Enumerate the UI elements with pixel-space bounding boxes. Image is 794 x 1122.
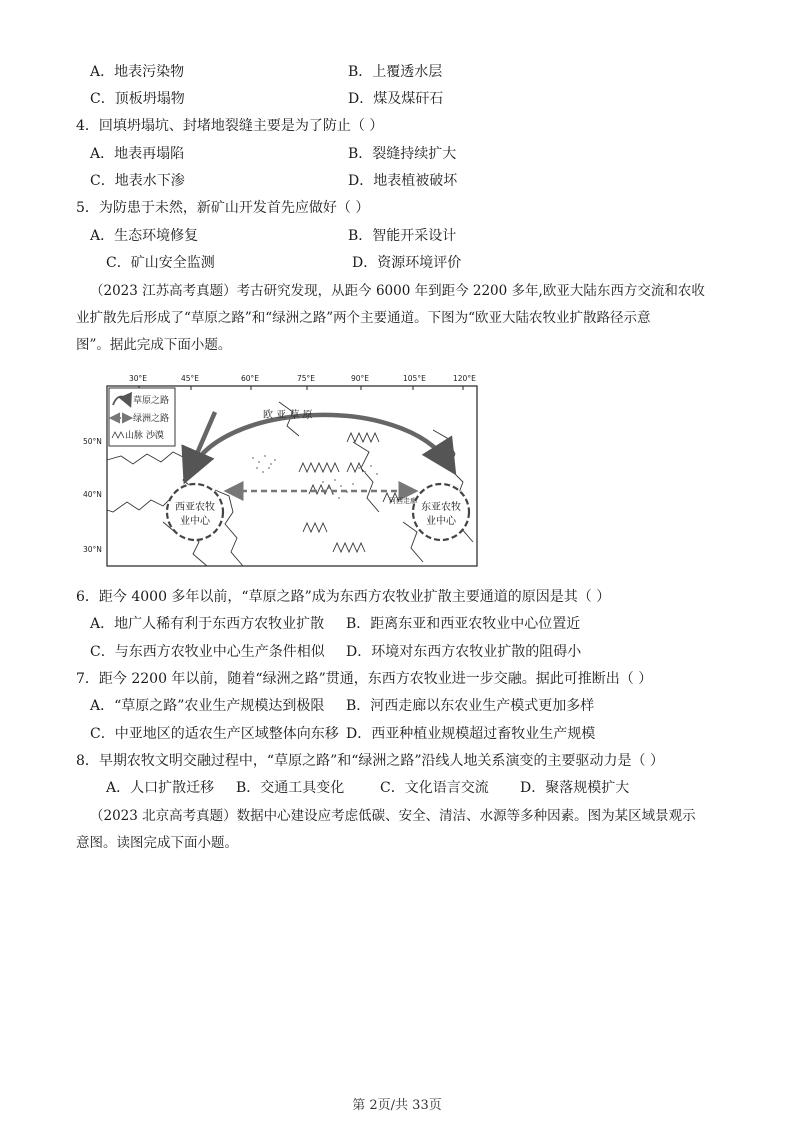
- lat-label: 30°N: [83, 545, 102, 554]
- lon-label: 45°E: [181, 374, 200, 383]
- lat-label: 50°N: [83, 437, 102, 446]
- q7-option-c: C．中亚地区的适农生产区域整体向东移: [90, 726, 339, 742]
- lat-label: 40°N: [83, 490, 102, 499]
- passage1-line3: 图”。据此完成下面小题。: [76, 337, 232, 353]
- q5-option-c: C．矿山安全监测: [106, 255, 215, 271]
- q5-option-a: A．生态环境修复: [90, 228, 199, 244]
- legend-steppe-road: 草原之路: [133, 396, 170, 406]
- east-center-label-2: 业中心: [426, 516, 456, 527]
- passage1-line2: 业扩散先后形成了“草原之路”和“绿洲之路”两个主要通道。下图为“欧亚大陆农牧业扩散路径示意: [76, 310, 651, 326]
- west-center-label-1: 西亚农牧: [175, 502, 215, 513]
- hexi-corridor-label: 河西走廊: [389, 497, 417, 505]
- q4-option-d: D．地表植被破坏: [348, 173, 458, 189]
- eurasia-diffusion-map: [83, 372, 483, 568]
- q8-option-a: A．人口扩散迁移: [106, 780, 215, 796]
- q7-option-b: B．河西走廊以东农业生产模式更加多样: [346, 698, 595, 714]
- passage2-line1: （2023 北京高考真题）数据中心建设应考虑低碳、安全、清洁、水源等多种因素。图为某区域景观示: [90, 808, 696, 824]
- q7-stem: 7．距今 2200 年以前，随着“绿洲之路”贯通，东西方农牧业进一步交融。据此可推断出（ ）: [76, 671, 653, 687]
- q3-option-b: B．上覆透水层: [348, 64, 443, 80]
- legend-mountain-desert: 山脉 沙漠: [125, 431, 164, 441]
- lon-label: 75°E: [297, 374, 316, 383]
- q5-option-d: D．资源环境评价: [352, 255, 462, 271]
- q6-option-c: C．与东西方农牧业中心生产条件相似: [90, 644, 325, 660]
- passage1-line1: （2023 江苏高考真题）考古研究发现，从距今 6000 年到距今 2200 多年,欧亚大陆东西方交流和农收: [90, 283, 705, 299]
- q5-stem: 5．为防患于未然，新矿山开发首先应做好（ ）: [76, 200, 370, 216]
- passage2-line2: 意图。读图完成下面小题。: [76, 835, 238, 851]
- q6-stem: 6．距今 4000 多年以前，“草原之路”成为东西方农牧业扩散主要通道的原因是其（ ）: [76, 589, 611, 605]
- lon-label: 60°E: [241, 374, 260, 383]
- q6-option-d: D．环境对东西方农牧业扩散的阻碍小: [346, 644, 582, 660]
- q8-option-c: C．文化语言交流: [380, 780, 489, 796]
- q7-option-d: D．西亚种植业规模超过畜牧业生产规模: [346, 726, 596, 742]
- q6-option-a: A．地广人稀有利于东西方农牧业扩散: [90, 616, 325, 632]
- lon-label: 90°E: [351, 374, 370, 383]
- legend-oasis-road: 绿洲之路: [133, 414, 170, 424]
- lon-label: 30°E: [129, 374, 148, 383]
- lon-label: 120°E: [453, 374, 476, 383]
- page-number: 第 2页/共 33页: [352, 1098, 442, 1113]
- q4-stem: 4．回填坍塌坑、封堵地裂缝主要是为了防止（ ）: [76, 118, 384, 134]
- q4-option-c: C．地表水下渗: [90, 173, 185, 189]
- q3-option-c: C．顶板坍塌物: [90, 91, 185, 107]
- q4-option-a: A．地表再塌陷: [90, 146, 185, 162]
- east-center-label-1: 东亚农牧: [421, 502, 461, 513]
- q3-option-a: A．地表污染物: [90, 64, 185, 80]
- q5-option-b: B．智能开采设计: [348, 228, 457, 244]
- q3-option-d: D．煤及煤矸石: [348, 91, 444, 107]
- steppe-label: 欧 亚 草 原: [263, 410, 313, 421]
- q6-option-b: B．距离东亚和西亚农牧业中心位置近: [346, 616, 581, 632]
- west-center-label-2: 业中心: [180, 516, 210, 527]
- q8-stem: 8．早期农牧文明交融过程中，“草原之路”和“绿洲之路”沿线人地关系演变的主要驱动力是（ ）: [76, 753, 664, 769]
- q8-option-b: B．交通工具变化: [236, 780, 345, 796]
- lon-label: 105°E: [403, 374, 426, 383]
- q4-option-b: B．裂缝持续扩大: [348, 146, 457, 162]
- q8-option-d: D．聚落规模扩大: [520, 780, 630, 796]
- q7-option-a: A．“草原之路”农业生产规模达到极限: [90, 698, 325, 714]
